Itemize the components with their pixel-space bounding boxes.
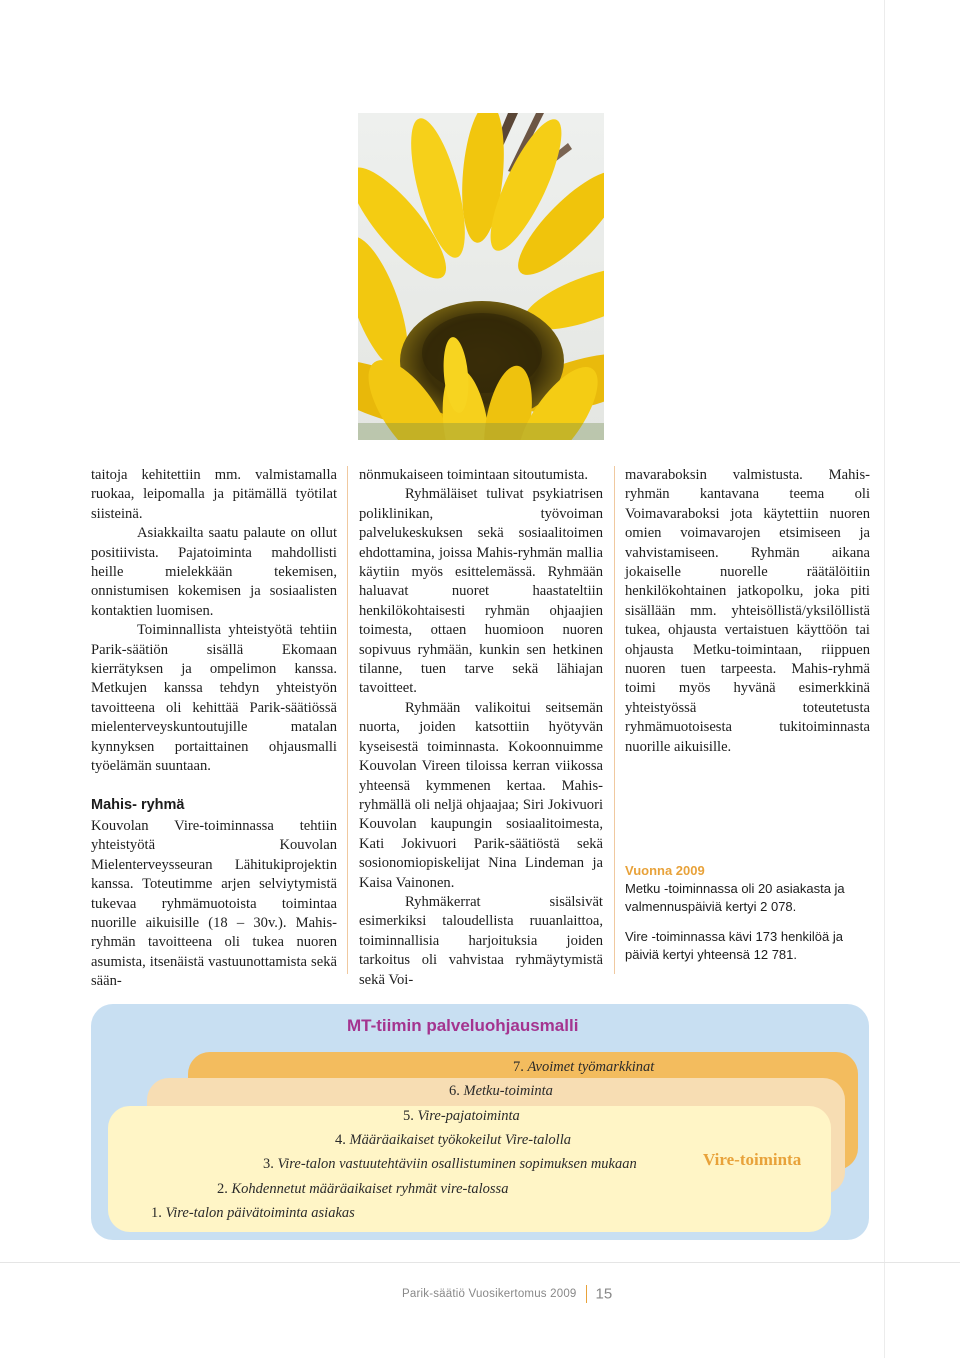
step-number: 2. [217, 1181, 228, 1197]
diagram-step [151, 1205, 355, 1222]
page-footer [402, 1285, 612, 1303]
step-number: 1. [151, 1205, 162, 1221]
step-text: Avoimet työmarkkinat [527, 1059, 655, 1075]
step-text: Vire-talon päivätoiminta asiakas [165, 1205, 355, 1221]
text-column-3 [625, 466, 870, 757]
stats-line: Metku -toiminnassa oli 20 asiakasta ja valmennuspäiviä kertyi 2 078. [625, 881, 845, 914]
stats-year: Vuonna 2009 [625, 863, 705, 878]
paragraph: taitoja kehitettiin mm. valmistamalla ruokaa, leipomalla ja pitämällä työtilat siisteinä. [91, 467, 337, 522]
diagram-step [335, 1132, 571, 1149]
paragraph: Ryhmäläiset tulivat psykiatrisen poliklinikan, työvoiman palvelukeskuksen sekä sosiaalitoimen ehdottamina, joissa Mahis-ryhmän mallia käytiin myös esittelemässä. Ryhmään haluavat nuoret haastateltiin henkilökohtaisesti ryhmän ohjaajien toimesta, ottaen huomioon nuoren sopivuus ryhmään, kunkin sen hetkinen tilanne, tuen tarve sekä lähiajan tavoitteet. [359, 486, 603, 697]
diagram-step [449, 1083, 553, 1100]
diagram-step [513, 1059, 654, 1076]
statistics-box [625, 862, 870, 964]
paragraph: Ryhmäkerrat sisälsivät esimerkiksi taloudellista ruuanlaittoa, toiminnallisia harjoituksia joiden tarkoitus oli vahvistaa ryhmäytymistä sekä Voi- [359, 893, 603, 988]
step-text: Vire-talon vastuutehtäviin osallistuminen sopimuksen mukaan [277, 1156, 637, 1172]
column-divider [347, 466, 348, 974]
step-number: 6. [449, 1083, 460, 1099]
footer-separator [586, 1285, 587, 1303]
paragraph: Toiminnallista yhteistyötä tehtiin Parik-säätiön sisällä Ekomaan kierrätyksen ja ompelimon kanssa. Metkujen kanssa tehdyn yhteistyön tavoitteena oli kehittää Parik-säätiössä mielenterveyskuntoutujille matalan kynnyksen portaittainen ohjausmalli työelämän suuntaan. [91, 622, 337, 775]
paragraph: Asiakkailta saatu palaute on ollut positiivista. Pajatoiminta mahdollisti heille mielekkään tekemisen, onnistumisen kokemisen ja sosiaalisten kontaktien luomisen. [91, 525, 337, 619]
paragraph: Ryhmään valikoitui seitsemän nuorta, joiden katsottiin hyötyvän kyseisestä toiminnasta. Kokoonnuimme Kouvolan Vireen tiloissa kerran viikossa yhteensä kymmenen kertaa. Mahis-ryhmällä oli neljä ohjaajaa; Siri Jokivuori Kouvolan kaupungin sosiaalitoimesta, Kati Jokivuori Parik-säätiöstä sekä sosionomiopiskelijat Nina Lindeman ja Kaisa Vainonen. [359, 699, 603, 891]
page-edge-line [884, 0, 885, 1358]
column-divider [614, 466, 615, 974]
step-number: 3. [263, 1156, 274, 1172]
diagram-step [403, 1108, 520, 1125]
step-text: Vire-pajatoiminta [417, 1108, 520, 1124]
paragraph: nönmukaiseen toimintaan sitoutumista. [359, 467, 589, 483]
step-number: 4. [335, 1132, 346, 1148]
publication-name: Parik-säätiö Vuosikertomus 2009 [402, 1288, 577, 1300]
service-model-diagram [91, 1004, 869, 1240]
stats-line: Vire -toiminnassa kävi 173 henkilöä ja päiviä kertyi yhteensä 12 781. [625, 929, 843, 962]
step-text: Määräaikaiset työkokeilut Vire-talolla [349, 1132, 571, 1148]
step-number: 7. [513, 1059, 524, 1075]
text-column-2 [359, 466, 603, 990]
text-column-1 [91, 466, 337, 992]
diagram-title: MT-tiimin palveluohjausmalli [347, 1016, 579, 1035]
page-number: 15 [595, 1285, 613, 1303]
diagram-step [217, 1181, 508, 1198]
section-heading: Mahis- ryhmä [91, 796, 185, 813]
step-number: 5. [403, 1108, 414, 1124]
vire-toiminta-label: Vire-toiminta [703, 1150, 802, 1169]
paragraph: mavaraboksin valmistusta. Mahis-ryhmän kantavana teema oli Voimavaraboksi jota käytettiin nuoren omien voimavarojen etsimiseen ja vahvistamiseen. Ryhmän aikana jokaiselle nuorelle räätälöitiin henkilökohtainen jatkopolku, joka piti sisällään mm. yhteisöllistä/yksilöllistä tukea, ohjausta vertaistuen käyttöön tai ohjausta Metku-toimintaan, riippuen nuoren tuen tarpeesta. Mahis-ryhmä toimi myös hyvänä esimerkkinä yhteistyössä toteutetusta ryhmämuotoisesta tukitoiminnasta nuorille aikuisille. [625, 467, 870, 755]
footer-divider [0, 1262, 960, 1263]
diagram-step [263, 1156, 637, 1173]
step-text: Kohdennetut määräaikaiset ryhmät vire-talossa [231, 1181, 509, 1197]
paragraph: Kouvolan Vire-toiminnassa tehtiin yhteistyötä Kouvolan Mielenterveysseuran Lähitukiprojektin kanssa. Toteutimme arjen selviytymistä tukevaa ryhmämuotoista toimintaa nuorille aikuisille (18 – 30v.). Mahis-ryhmän tavoitteena oli tukea nuoren asumista, itsenäistä vastuunottamista sekä sään- [91, 817, 337, 990]
sunflower-photo [358, 113, 604, 440]
step-text: Metku-toiminta [463, 1083, 553, 1099]
